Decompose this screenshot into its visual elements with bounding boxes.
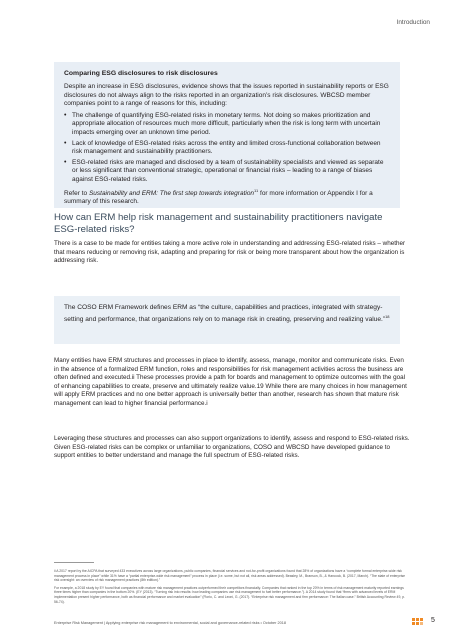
- page-number: 5: [431, 617, 435, 624]
- definition-quote-box: [54, 296, 400, 344]
- callout-bullet: • ESG-related risks are managed and disclosed by a team of sustainability specialists and viewed as separate or less significant than conventional strategic, operational or financial risks – leading to a range of biases against ESG-related risks.: [64, 159, 390, 185]
- footnote-divider: [54, 562, 94, 563]
- page-footer-text: Enterprise Risk Management | Applying enterprise risk management to environmental, social and governance-related risks • October 2018: [54, 621, 286, 625]
- section-heading: How can ERM help risk management and sustainability practitioners navigate ESG-related risks?: [54, 212, 383, 235]
- quote-footnote-ref: 18: [385, 313, 390, 319]
- definition-quote: [64, 304, 390, 324]
- quote-text: The COSO ERM Framework defines ERM as “the culture, capabilities and practices, integrated with strategy-setting and performance, that organizations rely on to manage risk in creating, preserving and realizing value.”: [64, 304, 386, 323]
- running-header: Introduction: [396, 19, 430, 26]
- footnote: For example, a 2018 study by EY found that companies with mature risk management practices outperformed their competitors financially. Companies that ranked in the top 20% in terms of risk management maturity reported earnings three times higher than companies in the bottom 20%. (EY (2013). “Turning risk into results: how leading companies use risk management to fuel better performance.”). A 2014 study found that “firms with advanced levels of ERM implementation present higher performance, both as financial performance and market evaluation” (Florio, C. and Leoni, G. (2017). “Enterprise risk management and firm performance: The Italian case.” British Accounting Review 49, p. 56-74).: [54, 585, 406, 604]
- footnotes: [54, 569, 410, 607]
- callout-bullet: • Lack of knowledge of ESG-related risks across the entity and limited cross-functional collaboration between risk management and sustainability practitioners.: [64, 140, 390, 157]
- callout-box: [54, 62, 400, 208]
- footnote-ref: 11: [254, 187, 259, 193]
- sustainability-erm-link[interactable]: Sustainability and ERM: The first step towards integration: [88, 189, 255, 197]
- callout-footer-suffix: for more information or Appendix I for a summary of this research.: [64, 189, 373, 206]
- callout-footer: [64, 187, 390, 207]
- callout-title: Comparing ESG disclosures to risk disclosures: [64, 70, 218, 77]
- callout-bullet: • The challenge of quantifying ESG-related risks in monetary terms. Not doing so makes prioritization and appropriate allocation of resources much more difficult, particularly when the risk is long term with uncertain impacts emerging over an unknown time period.: [64, 112, 390, 138]
- body-paragraph: There is a case to be made for entities taking a more active role in understanding and addressing ESG-related risks – whether that means reducing or removing risk, adapting and preparing for risk or being more transparent about how the organization is addressing risk.: [54, 240, 406, 264]
- callout-bullet-list: [64, 112, 390, 185]
- footnote: ii A 2017 report by the AICPA that surveyed 433 executives across large organizations, public companies, financial services and not-for-profit organizations found that 28% of organizations have a “complete formal enterprise-wide risk management process in place” while 31% have a “partial enterprise-wide risk management” process in place (i.e. some, but not all, risk areas addressed). Beasley, M., Branson, B., & Hancock, B. (2017, March). “The state of enterprise risk oversight: an overview of risk management practices (8th edition).”: [54, 569, 406, 583]
- body-paragraph: Leveraging these structures and processes can also support organizations to identify, assess and respond to ESG-related risks. Given ESG-related risks can be complex or unfamiliar to organizations, COSO and WBCSD have developed guidance to support entities to better understand and manage the full spectrum of ESG-related risks.: [54, 435, 410, 459]
- footer-logo-icon: [412, 618, 424, 628]
- callout-intro: Despite an increase in ESG disclosures, evidence shows that the issues reported in sustainability reports or ESG disclosures do not always align to the risks reported in an organization’s risk disclosures. WBCSD member companies point to a range of reasons for this, including:: [64, 83, 389, 108]
- body-paragraph: Many entities have ERM structures and processes in place to identify, assess, manage, monitor and communicate risks. Even in the absence of a formalized ERM function, roles and responsibilities for risk management activities across the business are often defined and executed.ii These processes provide a path for boards and management to optimize outcomes with the goal of enhancing capabilities to create, preserve and ultimately realize value.19 While there are many choices in how management will apply ERM practices and no one better approach is universally better than another, research has shown that mature risk management can lead to higher financial performance.i: [54, 357, 407, 407]
- callout-footer-prefix: Refer to: [64, 189, 89, 197]
